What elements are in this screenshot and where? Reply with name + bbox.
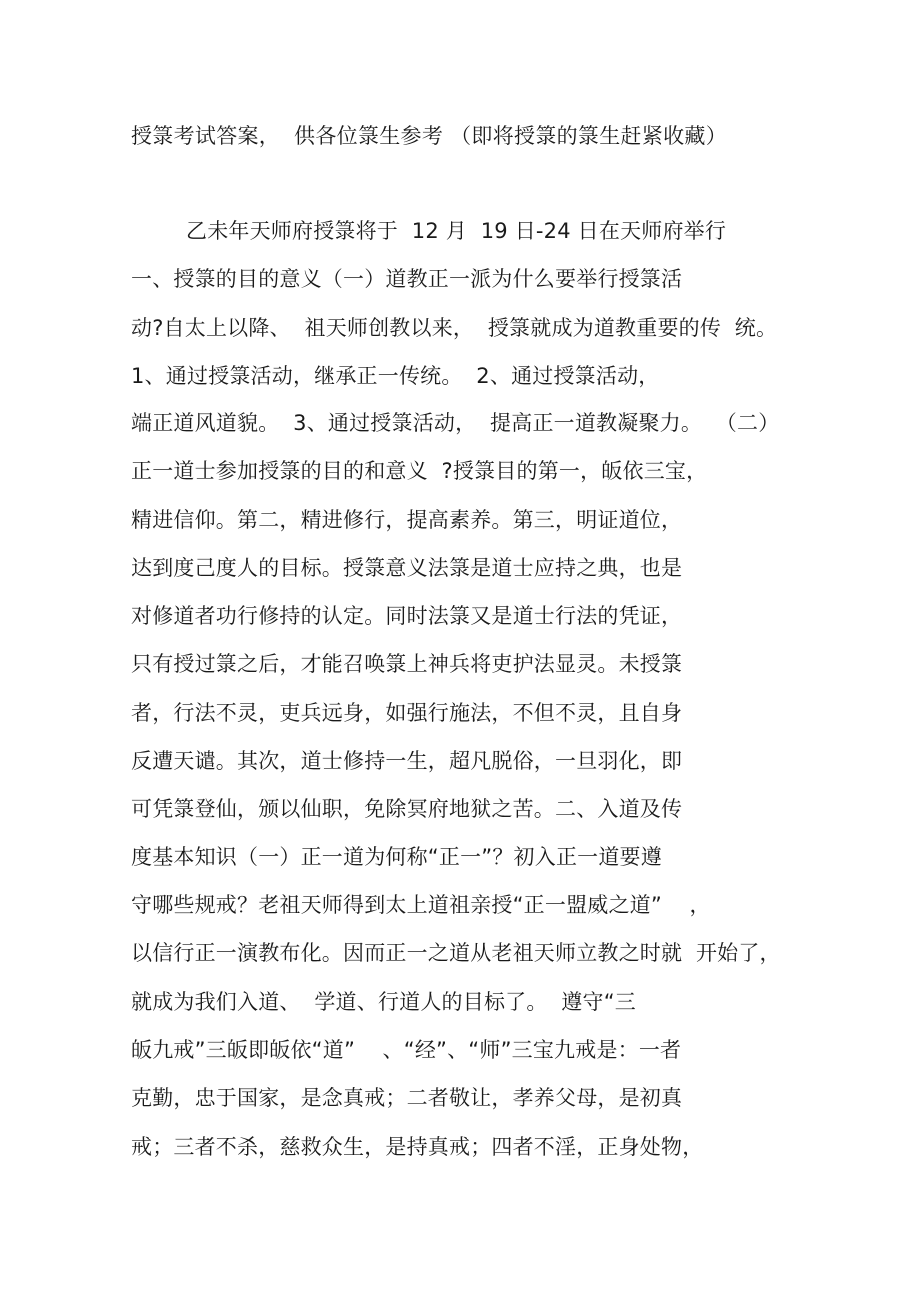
text-line: 皈九戒”三皈即皈依“道” 、“经”、“师”三宝九戒是：一者 xyxy=(131,1038,682,1062)
document-title: 授箓考试答案， 供各位箓生参考 （即将授箓的箓生赶紧收藏） xyxy=(131,124,728,148)
text-line: 克勤，忠于国家，是念真戒；二者敬让，孝养父母，是初真 xyxy=(131,1086,683,1110)
text-line: 达到度己度人的目标。授箓意义法箓是道士应持之典，也是 xyxy=(131,556,683,580)
text-line: 可凭箓登仙，颁以仙职，免除冥府地狱之苦。二、入道及传 xyxy=(131,797,683,821)
text-line: 反遭天谴。其次，道士修持一生，超凡脱俗，一旦羽化，即 xyxy=(131,749,683,773)
text-line: 对修道者功行修持的认定。同时法箓又是道士行法的凭证， xyxy=(131,604,683,628)
text-line: 乙未年天师府授箓将于 12 月 19 日-24 日在天师府举行 xyxy=(131,219,727,243)
text-line: 端正道风道貌。 3、通过授箓活动， 提高正一道教凝聚力。 （二） xyxy=(131,411,780,435)
text-line: 就成为我们入道、 学道、行道人的目标了。 遵守“三 xyxy=(131,990,636,1014)
text-line: 只有授过箓之后，才能召唤箓上神兵将吏护法显灵。未授箓 xyxy=(131,652,683,676)
text-line: 度基本知识（一）正一道为何称“正一”？初入正一道要遵 xyxy=(131,845,662,869)
text-line: 者，行法不灵，吏兵远身，如强行施法，不但不灵，且自身 xyxy=(131,701,683,725)
text-line: 守哪些规戒？老祖天师得到太上道祖亲授“正一盟威之道” ， xyxy=(131,893,711,917)
text-line: 1、通过授箓活动，继承正一传统。 2、通过授箓活动， xyxy=(131,364,660,388)
text-line: 正一道士参加授箓的目的和意义 ?授箓目的第一，皈依三宝， xyxy=(131,459,708,483)
text-line: 戒；三者不杀，慈救众生，是持真戒；四者不淫，正身处物， xyxy=(131,1135,704,1159)
text-line: 精进信仰。第二，精进修行，提高素养。第三，明证道位， xyxy=(131,508,683,532)
text-line: 以信行正一演教布化。因而正一之道从老祖天师立教之时就 开始了， xyxy=(131,941,781,965)
text-line: 一、授箓的目的意义（一）道教正一派为什么要举行授箓活 xyxy=(131,267,683,291)
text-line: 动?自太上以降、 祖天师创教以来， 授箓就成为道教重要的传 统。 xyxy=(131,316,778,340)
